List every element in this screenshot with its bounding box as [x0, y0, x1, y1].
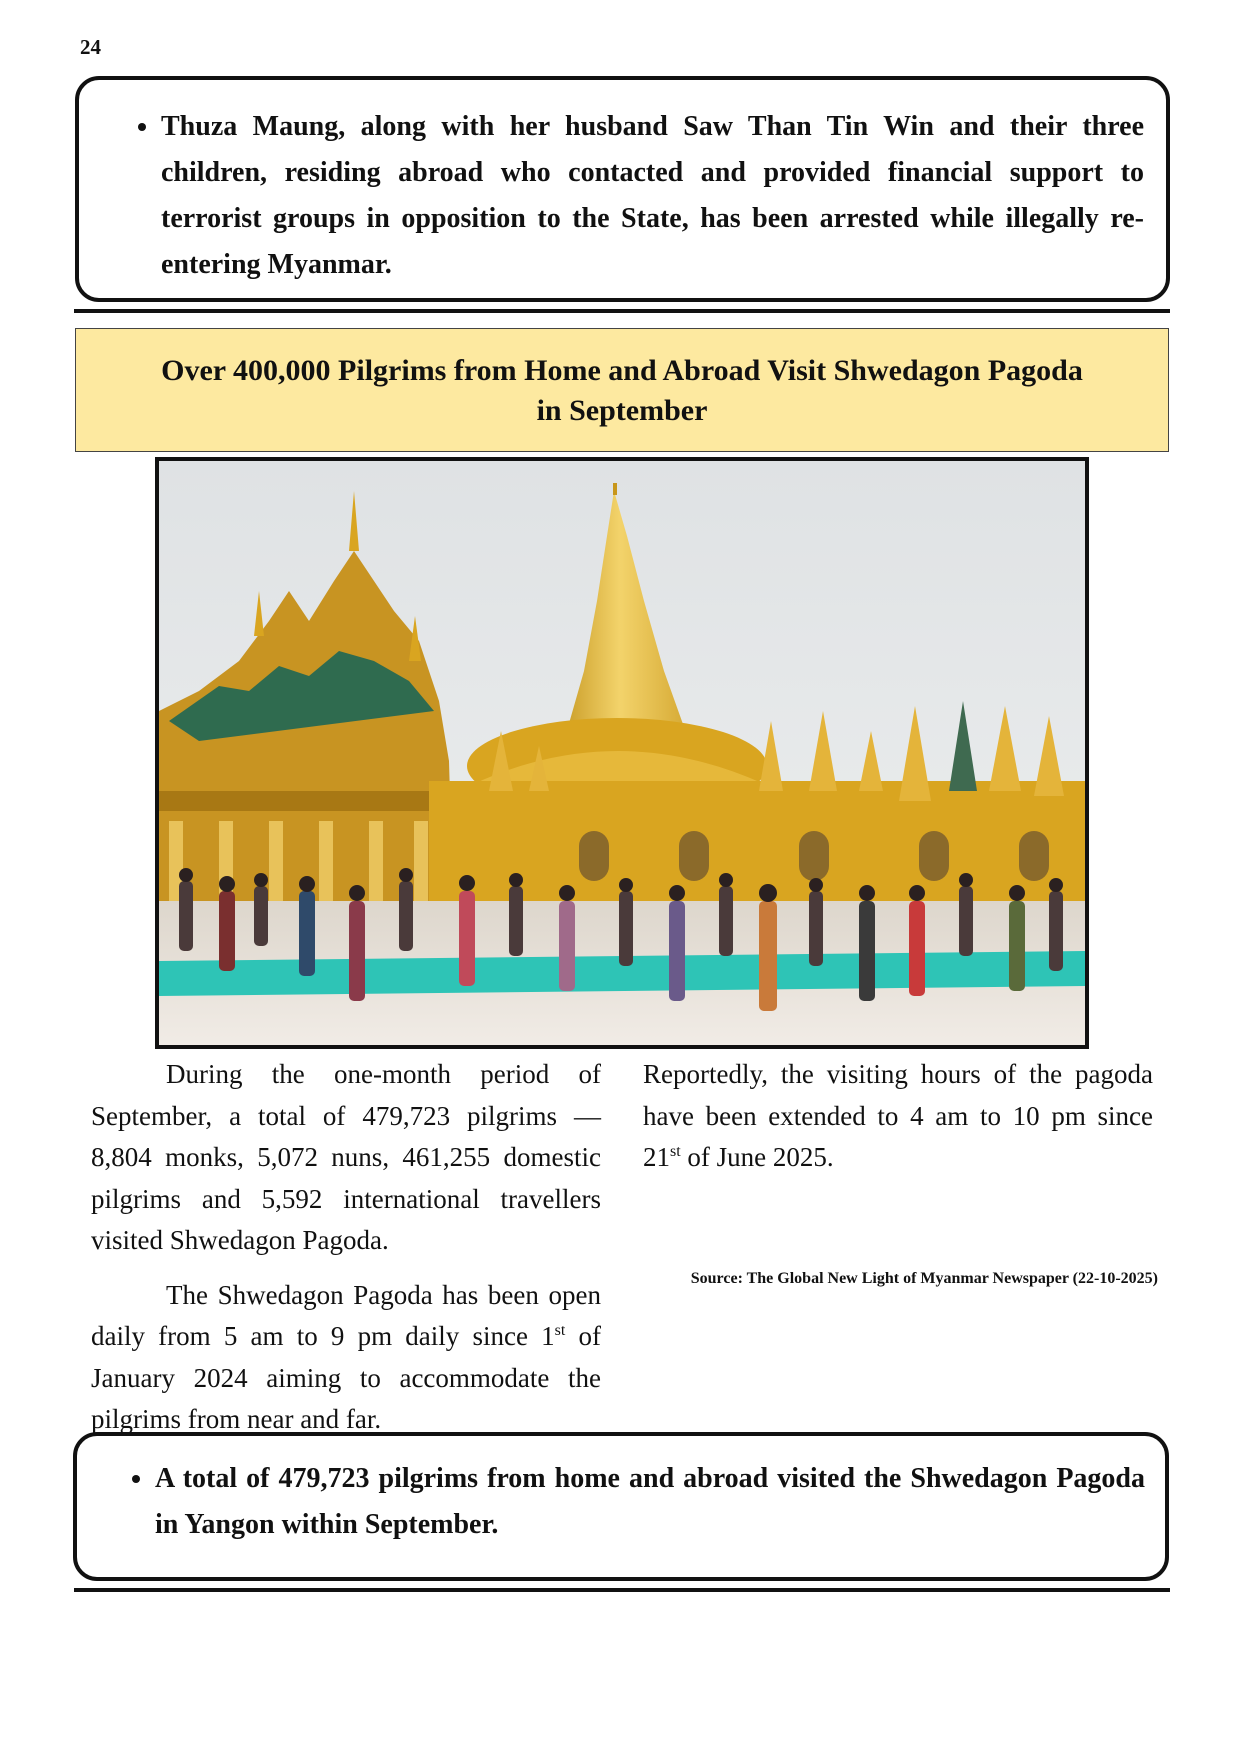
paragraph-3-text-end: of June 2025.	[680, 1142, 834, 1172]
bottom-bullet-list	[121, 1456, 1145, 1548]
article-paragraph-3	[643, 1054, 1153, 1179]
top-bullet-item: • Thuza Maung, along with her husband Saw Than Tin Win and their three children, residing abroad who contacted and provided financial support to terrorist groups in opposition to the State, has been arrested while illegally re-entering Myanmar.	[161, 104, 1144, 288]
ordinal-suffix-21st: st	[670, 1143, 681, 1160]
pagoda-illustration	[159, 461, 1085, 1045]
article-paragraph-1: During the one-month period of September, a total of 479,723 pilgrims — 8,804 monks, 5,072 nuns, 461,255 domestic pilgrims and 5,592 international travellers visited Shwedagon Pagoda.	[91, 1059, 601, 1255]
article-column-right	[643, 1054, 1153, 1192]
top-bullet-list	[129, 104, 1144, 288]
article-source: Source: The Global New Light of Myanmar Newspaper (22-10-2025)	[690, 1270, 1158, 1287]
article-column-left	[91, 1054, 601, 1454]
page-number: 24	[80, 35, 101, 59]
headline-line-2: in September	[536, 394, 708, 427]
bottom-bullet-item: • A total of 479,723 pilgrims from home and abroad visited the Shwedagon Pagoda in Yangon within September.	[155, 1456, 1145, 1548]
top-summary-box	[75, 76, 1170, 302]
paragraph-2-text-end: of January 2024 aiming to accommodate the pilgrims from near and far.	[91, 1321, 601, 1434]
divider-rule-top	[74, 309, 1170, 313]
headline-line-1: Over 400,000 Pilgrims from Home and Abroad Visit Shwedagon Pagoda	[161, 354, 1083, 387]
ordinal-suffix-1st: st	[554, 1322, 566, 1339]
shwedagon-pagoda-photo	[155, 457, 1089, 1049]
article-headline	[75, 328, 1169, 452]
paragraph-3-text: Reportedly, the visiting hours of the pagoda have been extended to 4 am to 10 pm since 21	[643, 1059, 1153, 1172]
paragraph-2-text: The Shwedagon Pagoda has been open daily from 5 am to 9 pm daily since 1	[91, 1279, 601, 1351]
divider-rule-bottom	[74, 1588, 1170, 1592]
bottom-summary-box	[73, 1432, 1169, 1581]
article-paragraph-2	[91, 1275, 601, 1441]
